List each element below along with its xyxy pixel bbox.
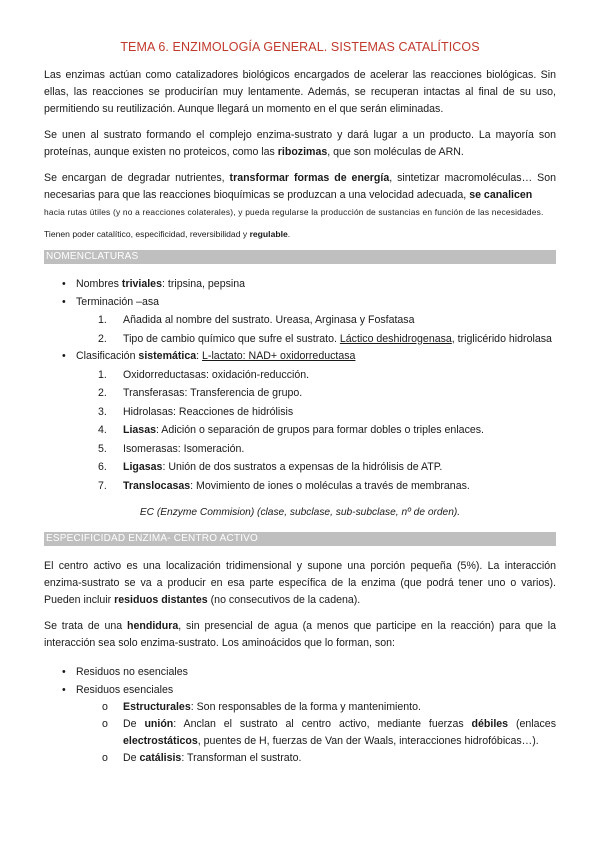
section-heading-especificidad: ESPECIFICIDAD ENZIMA- CENTRO ACTIVO bbox=[44, 532, 556, 546]
item-number: 2. bbox=[98, 387, 107, 399]
text: : Son responsables de la forma y mantenimiento. bbox=[190, 701, 421, 713]
residues-list bbox=[44, 664, 556, 699]
enzyme-class-item bbox=[44, 458, 556, 477]
document-title: TEMA 6. ENZIMOLOGÍA GENERAL. SISTEMAS CATALÍTICOS bbox=[120, 40, 480, 54]
list-item bbox=[44, 276, 556, 294]
text: De bbox=[123, 718, 145, 730]
bold-term: catálisis bbox=[139, 752, 182, 764]
list-item bbox=[44, 664, 556, 682]
bullet-icon: • bbox=[62, 350, 66, 362]
item-number: 5. bbox=[98, 442, 107, 455]
enzyme-class-description: : Reacciones de hidrólisis bbox=[173, 405, 294, 418]
bullet-icon: • bbox=[62, 666, 66, 678]
enzyme-class-item bbox=[44, 403, 556, 422]
text: Tienen poder catalítico, especificidad, reversibilidad y bbox=[44, 229, 250, 239]
enzyme-class-description: : Movimiento de iones o moléculas a través de membranas. bbox=[190, 479, 470, 492]
item-number: 6. bbox=[98, 461, 107, 473]
enzyme-class-name: Hidrolasas bbox=[123, 405, 174, 418]
text: El centro activo es una localización tridimensional y supone una porción pequeña (5%). La interacción enzima-sustrato se va a producir en esa parte específica de la enzima (que podrá tener uno o varios). Pueden incluir bbox=[44, 560, 556, 606]
intro-paragraph-1: Las enzimas actúan como catalizadores biológicos encargados de acelerar las reacciones biológicas. Sin ellas, las reacciones se producirían muy lentamente. Además, se recuperan intactas al final de su uso, permitiendo su reutilización. Aunque llegará un momento en el que serán eliminadas. bbox=[44, 69, 556, 115]
enzyme-class-description: : oxidación-reducción. bbox=[206, 368, 310, 381]
list-item bbox=[44, 348, 556, 366]
enzyme-class-name: Ligasas bbox=[123, 461, 163, 473]
enzyme-class-name: Oxidorreductasas bbox=[123, 368, 207, 381]
enzyme-class-item bbox=[44, 366, 556, 385]
bold-term: regulable bbox=[249, 229, 288, 239]
circle-bullet-icon: o bbox=[102, 718, 108, 730]
essential-residues-sublist bbox=[44, 699, 556, 767]
bold-term: transformar formas de energía bbox=[229, 172, 390, 184]
circle-bullet-icon: o bbox=[102, 752, 108, 764]
text: (no consecutivos de la cadena). bbox=[207, 594, 361, 606]
text: , sin presencial de agua (a menos que participe en la reacción) para que la interacción sea solo enzima-sustrato. Los aminoácidos que lo forman, son: bbox=[44, 620, 556, 649]
text: , puentes de H, fuerzas de Van der Waals, interacciones hidrofóbicas…). bbox=[197, 735, 539, 747]
text: (enlaces bbox=[508, 718, 556, 730]
intro-paragraph-2 bbox=[44, 127, 556, 161]
text: Se trata de una bbox=[44, 620, 128, 632]
enzyme-class-name: Translocasas bbox=[123, 479, 191, 492]
text: : Anclan el sustrato al centro activo, mediante fuerzas bbox=[173, 718, 472, 730]
text: Terminación –asa bbox=[76, 295, 160, 308]
section-heading-nomenclaturas: NOMENCLATURAS bbox=[44, 250, 556, 264]
enzyme-class-description: : Unión de dos sustratos a expensas de la hidrólisis de ATP. bbox=[162, 461, 443, 473]
list-item bbox=[44, 716, 556, 750]
text: : Transforman el sustrato. bbox=[181, 752, 302, 764]
intro-paragraph-4 bbox=[44, 227, 556, 241]
active-site-paragraph-1 bbox=[44, 558, 556, 609]
text: Residuos esenciales bbox=[76, 683, 174, 696]
bold-term: débiles bbox=[471, 718, 509, 730]
enzyme-class-description: : Adición o separación de grupos para formar dobles o triples enlaces. bbox=[155, 424, 484, 436]
underlined-term: Láctico deshidrogenasa bbox=[339, 332, 452, 345]
text: . bbox=[287, 229, 291, 239]
enzyme-class-list bbox=[44, 366, 556, 496]
enzyme-class-description: : Isomeración. bbox=[177, 442, 245, 455]
list-item bbox=[44, 750, 556, 767]
circle-bullet-icon: o bbox=[102, 701, 108, 713]
text: Tipo de cambio químico que sufre el sustrato. bbox=[123, 332, 340, 345]
bold-term: triviales bbox=[121, 278, 162, 290]
enzyme-class-name: Isomerasas bbox=[123, 442, 178, 455]
bold-term: unión bbox=[144, 718, 174, 730]
text: Nombres bbox=[76, 278, 122, 290]
enzyme-class-item bbox=[44, 384, 556, 403]
text: : bbox=[196, 350, 203, 362]
bold-term: se canalicen bbox=[469, 189, 533, 201]
underlined-term: L-lactato: NAD+ oxidorreductasa bbox=[202, 350, 356, 362]
list-item bbox=[44, 294, 556, 312]
enzyme-class-name: Liasas bbox=[123, 424, 156, 436]
text: Se encargan de degradar nutrientes, bbox=[44, 172, 230, 184]
item-number: 1. bbox=[98, 368, 107, 381]
enzyme-class-item bbox=[44, 440, 556, 459]
bold-term: electrostáticos bbox=[123, 735, 198, 747]
item-number: 4. bbox=[98, 424, 107, 436]
item-number: 3. bbox=[98, 405, 107, 418]
list-item bbox=[44, 311, 556, 330]
list-item bbox=[44, 682, 556, 700]
text: Añadida al nombre del sustrato. Ureasa, Arginasa y Fosfatasa bbox=[123, 314, 415, 326]
bold-term: sistemática bbox=[138, 350, 197, 362]
active-site-paragraph-2 bbox=[44, 618, 556, 652]
classification-list bbox=[44, 348, 556, 366]
intro-paragraph-3-continued: hacia rutas útiles (y no a reacciones colaterales), y pueda regularse la producción de sustancias en función de las necesidades. bbox=[44, 207, 544, 217]
list-item bbox=[44, 330, 556, 349]
enzyme-class-item bbox=[44, 421, 556, 440]
list-item bbox=[44, 699, 556, 716]
text: , sintetizar macromoléculas… Son necesarias para que las reacciones bioquímicas se produzcan a una velocidad adecuada, bbox=[44, 172, 556, 201]
item-number: 7. bbox=[98, 479, 107, 492]
text: Clasificación bbox=[76, 350, 139, 362]
enzyme-class-item bbox=[44, 477, 556, 496]
bullet-icon: • bbox=[62, 683, 66, 696]
ec-caption: EC (Enzyme Commision) (clase, subclase, sub-subclase, nº de orden). bbox=[139, 507, 461, 518]
bold-term: ribozimas bbox=[277, 146, 328, 158]
intro-paragraph-3 bbox=[44, 170, 556, 204]
termination-sublist bbox=[44, 311, 556, 348]
text: , que son moléculas de ARN. bbox=[327, 146, 464, 158]
text: : tripsina, pepsina bbox=[161, 278, 246, 290]
document-page bbox=[44, 40, 556, 767]
text: , triglicérido hidrolasa bbox=[451, 332, 552, 345]
bold-term: residuos distantes bbox=[114, 594, 208, 606]
bullet-icon: • bbox=[62, 295, 66, 308]
item-number: 2. bbox=[98, 332, 107, 345]
text: Residuos no esenciales bbox=[76, 666, 188, 678]
bullet-icon: • bbox=[62, 278, 66, 290]
item-number: 1. bbox=[98, 314, 107, 326]
enzyme-class-name: Transferasas bbox=[123, 387, 185, 399]
text: Se unen al sustrato formando el complejo enzima-sustrato y dará lugar a un producto. La mayoría son proteínas, aunque existen no proteicos, como las bbox=[44, 129, 556, 158]
text: De bbox=[123, 752, 140, 764]
nomenclature-list bbox=[44, 276, 556, 311]
bold-term: Estructurales bbox=[123, 701, 191, 713]
enzyme-class-description: : Transferencia de grupo. bbox=[184, 387, 303, 399]
bold-term: hendidura bbox=[127, 620, 179, 632]
